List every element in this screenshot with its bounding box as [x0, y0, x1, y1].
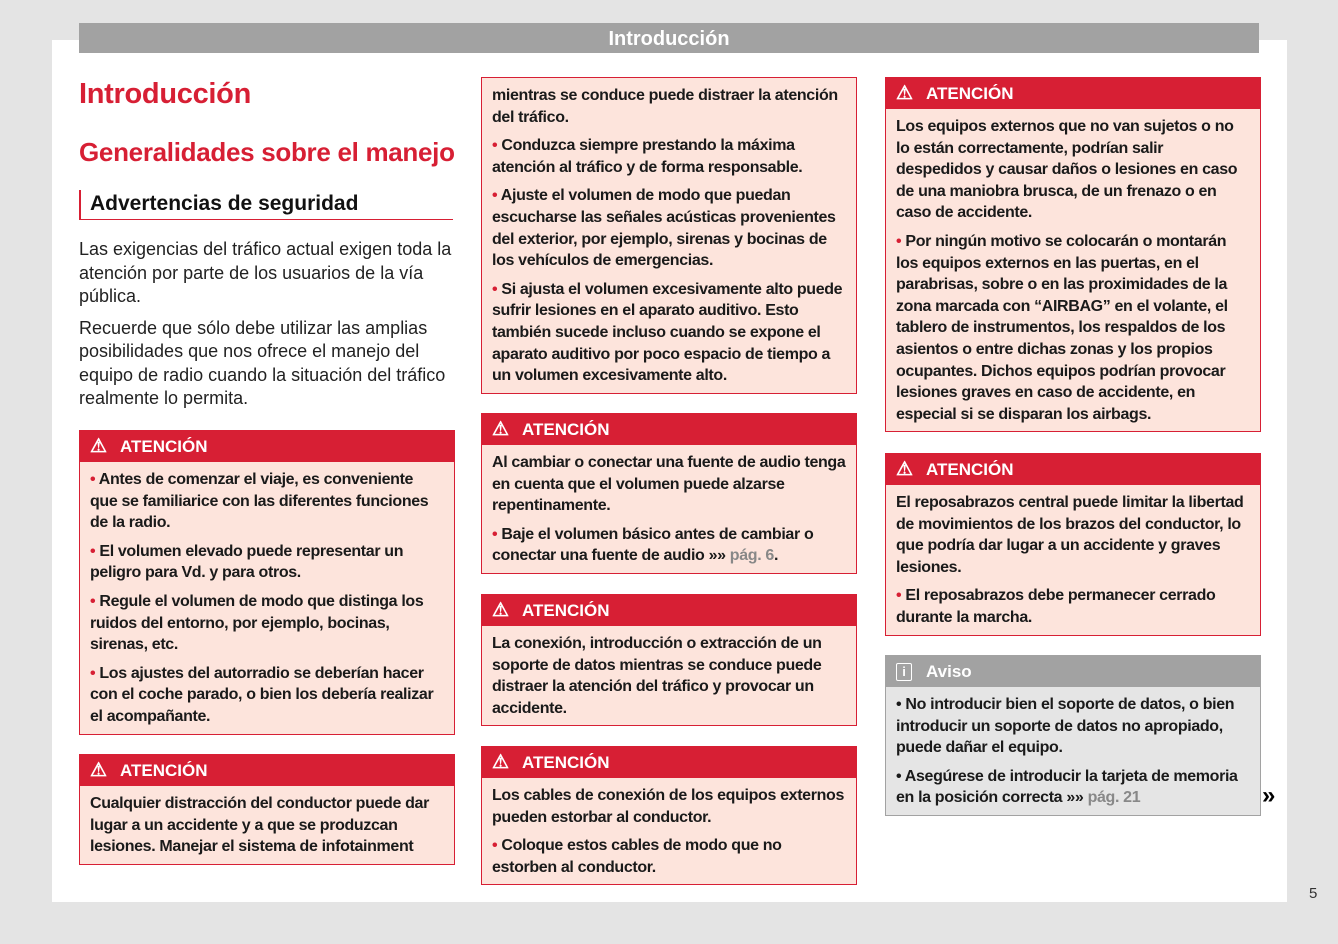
bullet-icon: •: [492, 525, 498, 543]
bullet-icon: •: [896, 696, 902, 713]
paragraph-text: Baje el volumen básico antes de cambiar o conectar una fuente de audio: [492, 525, 814, 565]
box-body: [482, 445, 856, 573]
box-paragraph: [492, 835, 846, 878]
warning-box: [79, 430, 455, 735]
bullet-icon: •: [90, 664, 96, 682]
box-body: [482, 778, 856, 884]
box-paragraph: [896, 766, 1250, 809]
box-body: [482, 78, 856, 393]
box-paragraph: [90, 591, 444, 656]
paragraph-text: Los cables de conexión de los equipos externos pueden estorbar al conductor.: [492, 787, 845, 826]
box-header: [80, 431, 454, 462]
box-paragraph: • Baje el volumen básico antes de cambiar o conectar una fuente de audio »» pág. 6.: [492, 525, 814, 565]
warning-triangle-icon: ⚠: [896, 83, 914, 104]
info-icon: i: [896, 663, 912, 681]
continued-icon: »: [1262, 782, 1276, 809]
box-paragraph: [896, 116, 1250, 224]
box-header: [886, 454, 1260, 485]
box-paragraph: [492, 785, 846, 828]
box-header: [482, 747, 856, 778]
bullet-icon: •: [90, 542, 96, 560]
box-body: [886, 687, 1260, 815]
chapter-title: Generalidades sobre el manejo: [79, 137, 455, 167]
paragraph-text: Asegúrese de introducir la tarjeta de memoria en la posición correcta: [896, 767, 1238, 807]
bullet-icon: •: [896, 587, 902, 605]
box-paragraph: [492, 135, 846, 178]
warning-box: [481, 413, 857, 574]
paragraph-text: Conduzca siempre prestando la máxima atención al tráfico y de forma responsable.: [492, 137, 803, 176]
intro-paragraph: Recuerde que sólo debe utilizar las amplias posibilidades que nos ofrece el manejo del equipo de radio cuando la situación del tráfico realmente lo permita.: [79, 317, 446, 408]
warning-box: [481, 594, 857, 726]
page-title: Introducción: [79, 78, 252, 110]
bullet-icon: •: [896, 767, 902, 785]
warning-triangle-icon: ⚠: [492, 600, 510, 621]
link-arrow-icon: »»: [708, 547, 726, 565]
box-body: [482, 626, 856, 725]
box-label: ATENCIÓN: [120, 761, 208, 780]
box-paragraph: [492, 185, 846, 271]
paragraph-text: No introducir bien el soporte de datos, o bien introducir un soporte de datos no apropiado, puede dañar el equipo.: [896, 696, 1235, 757]
box-label: ATENCIÓN: [522, 753, 610, 772]
warning-box: [885, 453, 1261, 636]
running-header: Introducción: [79, 23, 1259, 53]
paragraph-text: Si ajusta el volumen excesivamente alto puede sufrir lesiones en el aparato auditivo. Esto también sucede incluso cuando se expone el aparato auditivo por poco espacio de tiempo a un volumen excesivamente alto.: [492, 280, 843, 385]
box-paragraph: [492, 633, 846, 719]
box-label: ATENCIÓN: [522, 420, 610, 439]
warning-box: [885, 77, 1261, 432]
warning-box: [79, 754, 455, 865]
box-label: ATENCIÓN: [926, 460, 1014, 479]
intro-paragraph: Las exigencias del tráfico actual exigen toda la atención por parte de los usuarios de la vía pública.: [79, 239, 452, 306]
warning-triangle-icon: ⚠: [90, 760, 108, 781]
box-label: Aviso: [926, 662, 972, 681]
warning-triangle-icon: ⚠: [90, 436, 108, 457]
paragraph-text: El volumen elevado puede representar un peligro para Vd. y para otros.: [90, 542, 404, 582]
link-arrow-icon: »»: [1066, 789, 1084, 807]
box-body: [80, 786, 454, 864]
paragraph-text: Los ajustes del autorradio se deberían hacer con el coche parado, o bien los debería realizar el acompañante.: [90, 664, 434, 725]
box-paragraph: [492, 452, 846, 517]
bullet-icon: •: [492, 187, 498, 205]
paragraph-text: mientras se conduce puede distraer la atención del tráfico.: [492, 87, 838, 126]
bullet-icon: •: [90, 471, 96, 488]
box-header: [482, 595, 856, 626]
box-body: [80, 462, 454, 734]
box-body: [886, 485, 1260, 635]
paragraph-text: Cualquier distracción del conductor puede dar lugar a un accidente y a que se produzcan lesiones. Manejar el sistema de infotainment: [90, 795, 429, 856]
box-paragraph: [90, 793, 444, 858]
box-body: [886, 109, 1260, 431]
box-paragraph: [90, 541, 444, 584]
box-header: [886, 656, 1260, 687]
box-paragraph: [896, 231, 1250, 425]
section-heading: Advertencias de seguridad: [79, 190, 453, 220]
warning-triangle-icon: ⚠: [492, 752, 510, 773]
box-paragraph: [896, 492, 1250, 578]
paragraph-text: Al cambiar o conectar una fuente de audio tenga en cuenta que el volumen puede alzarse repentinamente.: [492, 454, 846, 515]
bullet-icon: •: [492, 137, 498, 155]
notice-box: [885, 655, 1261, 816]
paragraph-text: Regule el volumen de modo que distinga los ruidos del entorno, por ejemplo, bocinas, sirenas, etc.: [90, 592, 424, 654]
intro-text: [79, 238, 455, 419]
box-paragraph: [492, 279, 846, 387]
box-label: ATENCIÓN: [522, 601, 610, 620]
page-number: 5: [1309, 885, 1318, 902]
warning-triangle-icon: ⚠: [492, 419, 510, 440]
page-reference-link[interactable]: pág. 6: [729, 547, 774, 565]
paragraph-text: La conexión, introducción o extracción de un soporte de datos mientras se conduce puede distraer la atención del tráfico y provocar un accidente.: [492, 635, 822, 717]
paragraph-text: Ajuste el volumen de modo que puedan escucharse las señales acústicas provenientes del exterior, por ejemplo, sirenas y bocinas de los vehículos de emergencias.: [492, 187, 836, 270]
paragraph-text: Los equipos externos que no van sujetos o no lo están correctamente, podrían salir despedidos y causar daños o lesiones en caso de una maniobra brusca, de un frenazo o en caso de accidente.: [896, 118, 1238, 222]
paragraph-text: Antes de comenzar el viaje, es conveniente que se familiarice con las diferentes funciones de la radio.: [90, 471, 429, 532]
page-reference-link[interactable]: pág. 21: [1087, 789, 1141, 807]
bullet-icon: •: [90, 592, 96, 610]
box-paragraph: [90, 663, 444, 728]
box-paragraph: [896, 585, 1250, 628]
warning-box: [481, 77, 857, 394]
box-paragraph: [90, 469, 444, 534]
box-header: [482, 414, 856, 445]
box-label: ATENCIÓN: [120, 437, 208, 456]
box-header: [80, 755, 454, 786]
bullet-icon: •: [492, 280, 498, 298]
warning-triangle-icon: ⚠: [896, 459, 914, 480]
paragraph-text: Por ningún motivo se colocarán o montarán los equipos externos en las puertas, en el parabrisas, sobre o en las proximidades de la zona marcada con “AIRBAG” en el volante, el tablero de instrumentos, los respaldos de los asientos o entre dichas zonas y los propios ocupantes. Dichos equipos podrían provocar lesiones graves en caso de accidente, en especial si se disparan los airbags.: [896, 232, 1228, 423]
bullet-icon: •: [896, 232, 902, 250]
paragraph-text: Coloque estos cables de modo que no estorben al conductor.: [492, 837, 782, 876]
bullet-icon: •: [492, 837, 498, 855]
box-paragraph: [492, 85, 846, 128]
paragraph-text: El reposabrazos central puede limitar la libertad de movimientos de los brazos del conductor, lo que podría dar lugar a un accidente y graves lesiones.: [896, 494, 1244, 576]
box-paragraph: [896, 694, 1250, 759]
box-header: [886, 78, 1260, 109]
warning-box: [481, 746, 857, 885]
paragraph-text: El reposabrazos debe permanecer cerrado durante la marcha.: [896, 587, 1216, 626]
box-label: ATENCIÓN: [926, 84, 1014, 103]
